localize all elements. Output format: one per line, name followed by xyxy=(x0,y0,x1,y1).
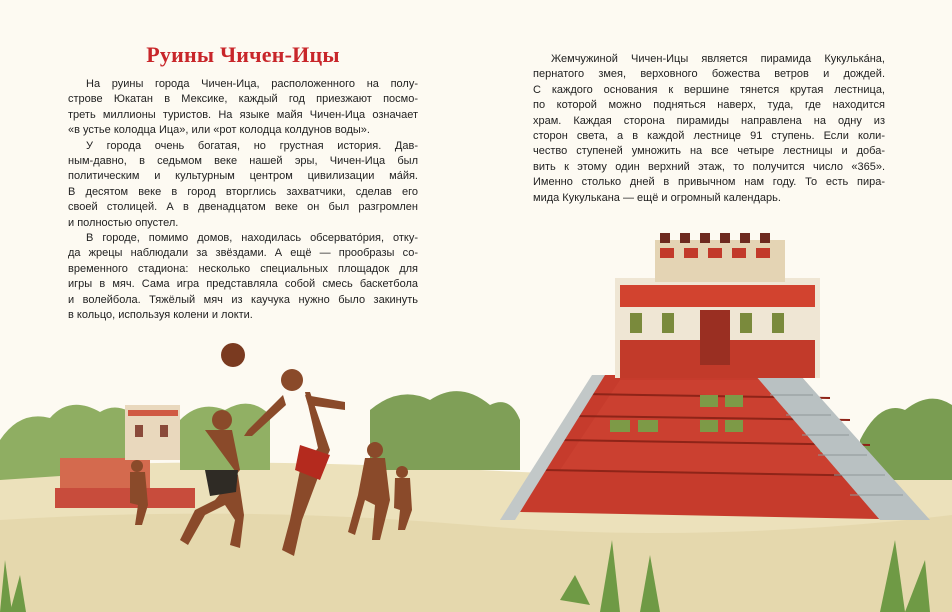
text-line: да жрецы наблюдали за звёздами. А ещё — прообразы со- xyxy=(68,247,418,260)
paragraph-intro xyxy=(68,77,418,139)
paragraph-pyramid xyxy=(533,52,885,206)
text-line: и полностью опустел. xyxy=(68,216,179,229)
text-line: У города очень богатая, но грустная история. Дав- xyxy=(86,139,418,152)
text-line: В городе, помимо домов, находилась обсервато́рия, отку- xyxy=(86,232,418,245)
text-line: мида Кукулькана — ещё и огромный календарь. xyxy=(533,191,781,204)
text-line: игры в мяч. Сама игра представляла собой смесь баскетбола xyxy=(68,278,418,291)
text-line: На руины города Чичен-Ица, расположенного на полу- xyxy=(86,78,418,90)
text-line: ным-давно, в седьмом веке нашей эры, Чичен-Ица был xyxy=(68,155,418,168)
text-line: пернатого змея, верховного божества ветров и дождей. xyxy=(533,68,885,81)
page-title: Руины Чичен-Ицы xyxy=(146,42,340,67)
text-line: вить к этому один верхний этаж, то получится число «365». xyxy=(533,160,885,173)
text-line: по которой можно подняться наверх, туда, где находится xyxy=(533,99,885,112)
left-text-column xyxy=(68,42,418,324)
text-line: сторон света, а в каждой лестнице 91 ступень. Если коли- xyxy=(533,130,885,143)
kukulkan-pyramid xyxy=(500,233,930,520)
text-line: Именно столько дней в привычном нам году. То есть пира- xyxy=(533,176,885,189)
text-line: политическим и культурным центром цивилизации ма́йя. xyxy=(68,170,418,183)
text-line: треть миллионы туристов. На языке майя Чичен-Ица означает xyxy=(68,108,418,121)
text-line: «в устье колодца Ица», или «рот колодца колдунов воды». xyxy=(68,124,370,137)
paragraph-ballgame xyxy=(68,231,418,323)
text-line: храм. Каждая сторона пирамиды направлена на одну из xyxy=(533,114,885,127)
text-line: временного стадиона: несколько специальных площадок для xyxy=(68,262,418,275)
text-line: В десятом веке в город вторглись захватчики, сделав его xyxy=(68,185,418,198)
text-line: своей столицей. А в двенадцатом веке он был разгромлен xyxy=(68,201,418,214)
text-line: Жемчужиной Чичен-Ицы является пирамида Кукулька́на, xyxy=(551,53,885,65)
text-line: в кольцо, используя колени и локти. xyxy=(68,309,253,322)
text-line: чество ступеней умножить на все четыре лестницы и доба- xyxy=(533,145,885,158)
text-line: С каждого основания к вершине тянется крутая лестница, xyxy=(533,83,885,96)
right-text-column xyxy=(533,52,885,206)
text-line: и волейбола. Тяжёлый мяч из каучука нужно было закинуть xyxy=(68,293,418,306)
paragraph-history xyxy=(68,139,418,231)
text-line: строве Юкатан в Мексике, каждый год приезжают посмо- xyxy=(68,93,418,106)
ball xyxy=(221,343,245,367)
